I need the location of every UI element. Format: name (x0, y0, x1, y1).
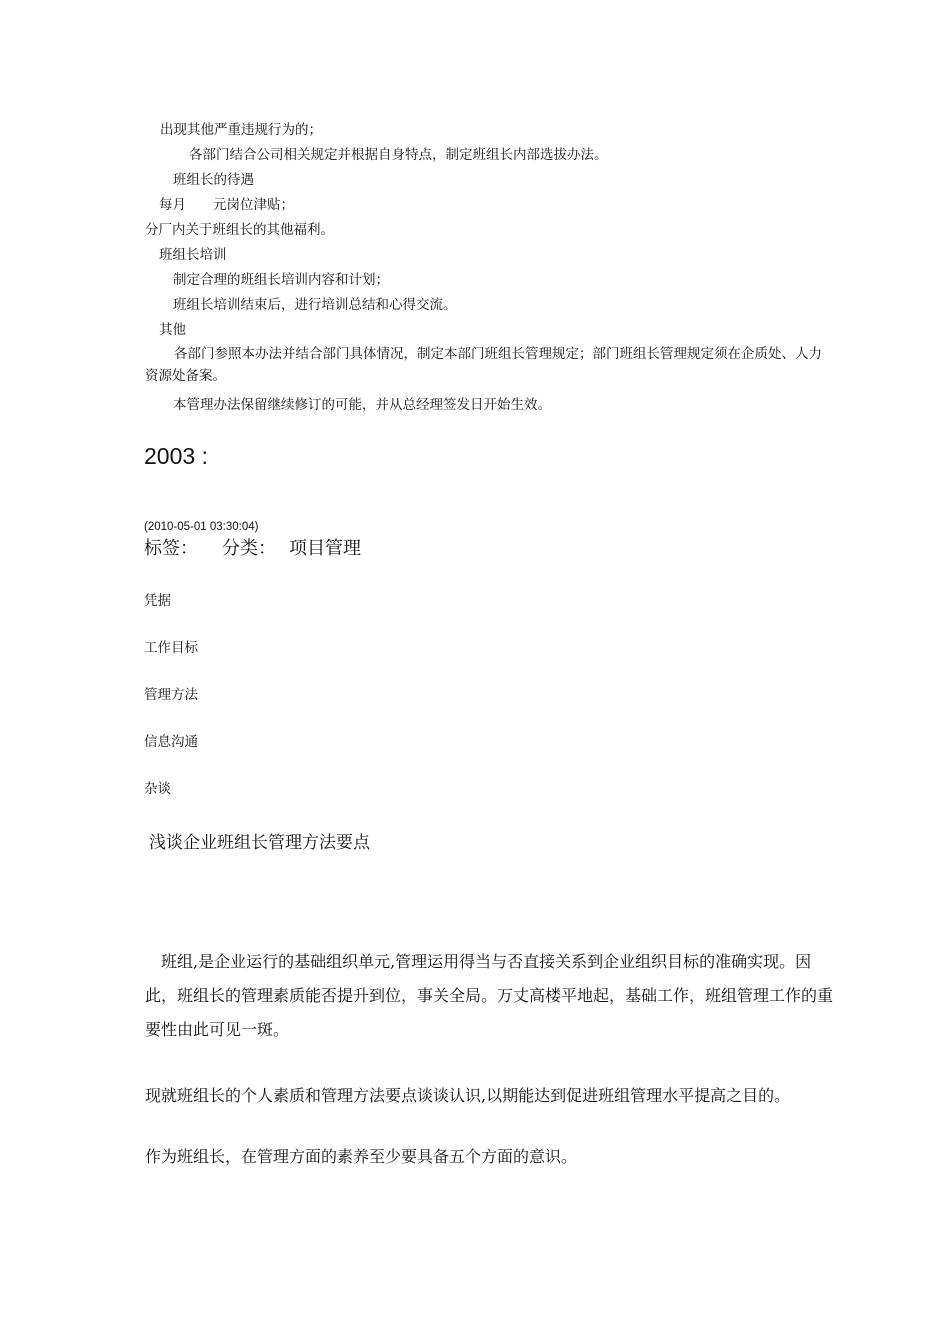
text-paragraph: 各部门参照本办法并结合部门具体情况，制定本部门班组长管理规定；部门班组长管理规定须在企质处、人力资源处备案。 (145, 346, 822, 384)
tags-label: 标签： (144, 538, 198, 559)
text-line: 班组长培训结束后，进行培训总结和心得交流。 (173, 297, 457, 313)
text-line: 出现其他严重违规行为的； (160, 122, 322, 138)
post-meta (144, 537, 361, 561)
post-timestamp: (2010-05-01 03:30:04) (144, 521, 259, 533)
nav-link-misc[interactable]: 杂谈 (144, 781, 171, 797)
nav-link-pingju[interactable]: 凭据 (144, 593, 171, 609)
category-link[interactable]: 项目管理 (289, 538, 361, 559)
section-heading: 其他 (159, 322, 186, 338)
category-label: 分类： (222, 538, 276, 559)
nav-link-work-goals[interactable]: 工作目标 (144, 640, 198, 656)
nav-link-communication[interactable]: 信息沟通 (144, 734, 198, 750)
post-heading: 2003 : (144, 443, 208, 469)
article-paragraph-2: 现就班组长的个人素质和管理方法要点谈谈认识,以期能达到促进班组管理水平提高之目的。 (145, 1086, 791, 1105)
text-line: 每月 元岗位津贴； (159, 197, 294, 213)
article-paragraph-1: 班组,是企业运行的基础组织单元,管理运用得当与否直接关系到企业组织目标的准确实现。因此，班组长的管理素质能否提升到位，事关全局。万丈高楼平地起，基础工作，班组管理工作的重要性由此可见一斑。 (145, 952, 834, 1039)
text-line: 各部门结合公司相关规定并根据自身特点，制定班组长内部选拔办法。 (189, 147, 608, 163)
nav-link-management-methods[interactable]: 管理方法 (144, 687, 198, 703)
text-line: 本管理办法保留继续修订的可能，并从总经理签发日开始生效。 (173, 397, 551, 413)
article-title: 浅谈企业班组长管理方法要点 (149, 833, 370, 853)
section-heading: 班组长培训 (159, 247, 227, 263)
text-line: 分厂内关于班组长的其他福利。 (145, 222, 334, 238)
text-line: 制定合理的班组长培训内容和计划； (173, 272, 389, 288)
section-heading: 班组长的待遇 (173, 172, 254, 188)
article-paragraph-3: 作为班组长，在管理方面的素养至少要具备五个方面的意识。 (145, 1147, 578, 1166)
